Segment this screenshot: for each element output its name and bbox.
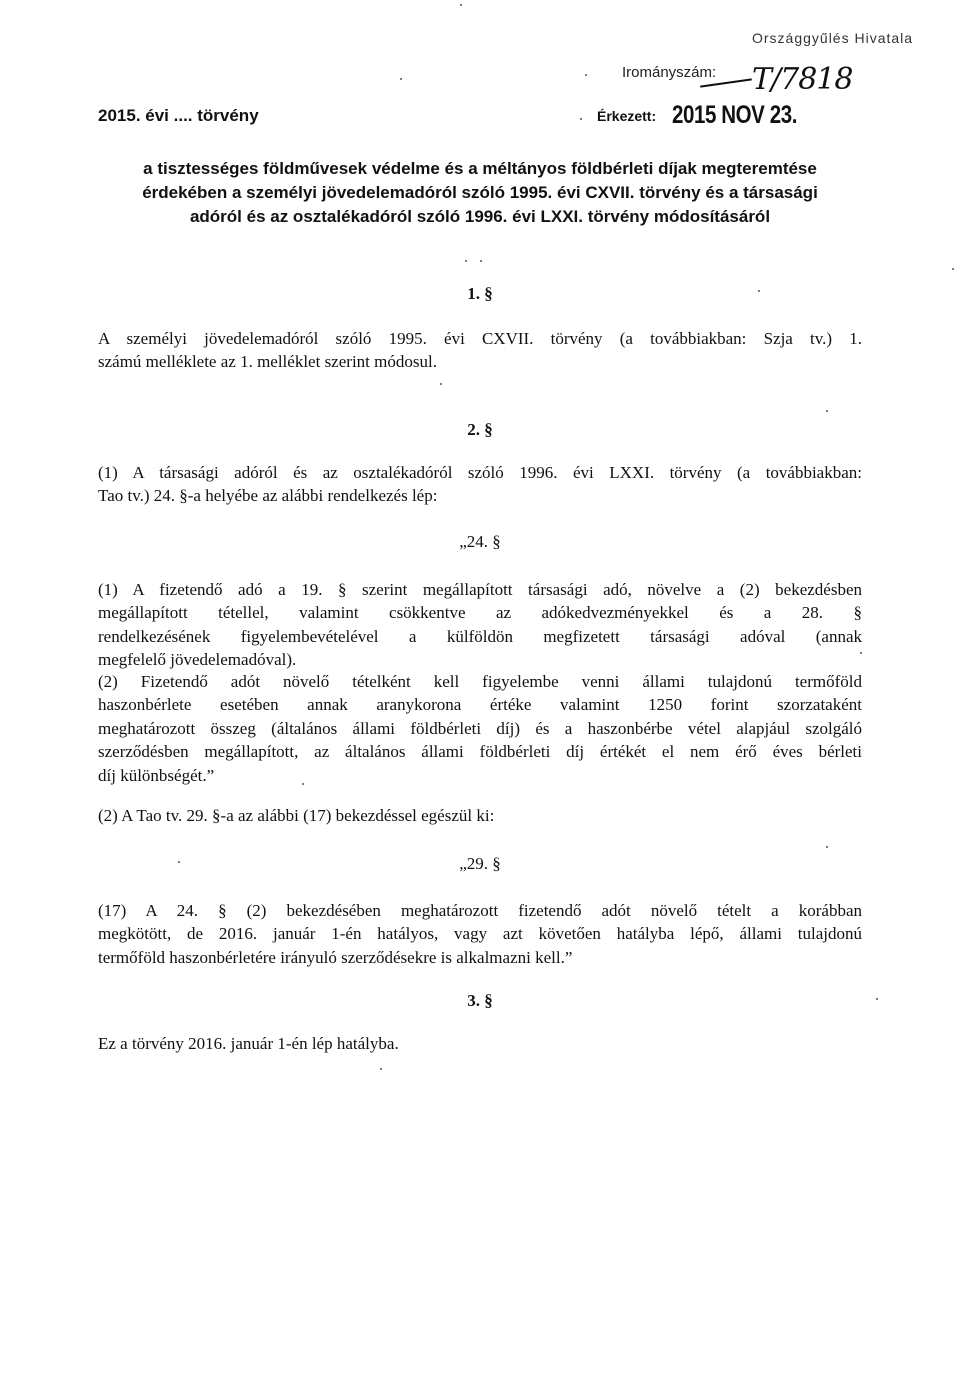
scan-speck bbox=[480, 260, 482, 262]
scan-speck bbox=[380, 1068, 382, 1070]
section-2-intro bbox=[98, 461, 862, 508]
paragraph-line: haszonbérlete esetében annak aranykorona értéke valamint 1250 forint szorzataként bbox=[98, 695, 862, 715]
section-1-heading: 1. § bbox=[467, 284, 493, 303]
paragraph-line: megállapított tétellel, valamint csökkentve az adókedvezményekkel és a 28. § bbox=[98, 603, 862, 623]
scan-speck bbox=[460, 4, 462, 6]
paragraph-line: (1) A fizetendő adó a 19. § szerint megállapított társasági adó, növelve a (2) bekezdésben bbox=[98, 580, 862, 599]
scan-speck bbox=[952, 268, 954, 270]
scan-speck bbox=[580, 118, 582, 120]
paragraph-line: megkötött, de 2016. január 1-én hatályos, vagy azt követően hatályba lépő, állami tulajdonú bbox=[98, 924, 862, 944]
title-line: adóról és az osztalékadóról szóló 1996. évi LXXI. törvény módosításáról bbox=[189, 207, 771, 226]
paragraph-line: szerződésben megállapított, az általános állami földbérleti díj értékét el nem érő éves bérleti bbox=[98, 742, 862, 762]
paragraph-line: (2) Fizetendő adót növelő tételként kell figyelembe venni állami tulajdonú termőföld bbox=[98, 672, 862, 691]
paragraph-line: termőföld haszonbérletére irányuló szerződésekre is alkalmazni kell.” bbox=[98, 947, 573, 967]
received-stamp-date: 2015 NOV 23. bbox=[672, 101, 797, 129]
section-1-text bbox=[98, 327, 862, 374]
quoted-section-24-heading: „24. § bbox=[459, 532, 501, 551]
law-title bbox=[98, 157, 862, 229]
handwritten-document-number: T/7818 bbox=[752, 62, 853, 97]
quoted-section-29-heading: „29. § bbox=[459, 854, 501, 873]
section-2-heading: 2. § bbox=[467, 420, 493, 439]
scan-speck bbox=[758, 290, 760, 292]
scan-speck bbox=[585, 74, 587, 76]
scan-speck bbox=[440, 383, 442, 385]
paragraph-24-1 bbox=[98, 578, 862, 672]
scan-speck bbox=[876, 998, 878, 1000]
paragraph-line: megfelelő jövedelemadóval). bbox=[98, 650, 297, 670]
scan-speck bbox=[826, 846, 828, 848]
section-2-intro-line: (1) A társasági adóról és az osztalékadóról szóló 1996. évi LXXI. törvény (a továbbiakban: bbox=[98, 463, 862, 482]
scan-speck bbox=[860, 652, 862, 654]
section-1-line: számú melléklete az 1. melléklet szerint módosul. bbox=[98, 352, 437, 372]
section-3-text: Ez a törvény 2016. január 1-én lép hatályba. bbox=[98, 1034, 399, 1053]
stamp-document-number-label: Irományszám: bbox=[622, 64, 717, 81]
title-line: érdekében a személyi jövedelemadóról szóló 1995. évi CXVII. törvény és a társasági bbox=[142, 183, 818, 202]
title-line: a tisztességes földművesek védelme és a méltányos földbérleti díjak megteremtése bbox=[143, 159, 817, 178]
scan-speck bbox=[302, 783, 304, 785]
section-2-intro-line: Tao tv.) 24. §-a helyébe az alábbi rendelkezés lép: bbox=[98, 486, 438, 506]
scan-speck bbox=[465, 260, 467, 262]
stamp-office-name: Országgyűlés Hivatala bbox=[752, 30, 914, 46]
paragraph-line: (17) A 24. § (2) bekezdésében meghatározott fizetendő adót növelő tételt a korábban bbox=[98, 901, 862, 920]
paragraph-line: díj különbségét.” bbox=[98, 765, 215, 785]
amendment-intro: (2) A Tao tv. 29. §-a az alábbi (17) bekezdéssel egészül ki: bbox=[98, 806, 495, 825]
scan-speck bbox=[400, 78, 402, 80]
law-year-line: 2015. évi .... törvény bbox=[98, 106, 259, 125]
received-stamp-label: Érkezett: bbox=[597, 108, 657, 124]
scan-speck bbox=[826, 410, 828, 412]
paragraph-line: meghatározott összeg (általános állami földbérleti díj) és a haszonbérbe vétel alapjául szolgáló bbox=[98, 718, 862, 738]
section-3-heading: 3. § bbox=[467, 991, 493, 1010]
paragraph-line: rendelkezésének figyelembevételével a külföldön megfizetett társasági adóval (annak bbox=[98, 626, 862, 646]
scan-speck bbox=[178, 861, 180, 863]
section-1-line: A személyi jövedelemadóról szóló 1995. évi CXVII. törvény (a továbbiakban: Szja tv.) 1. bbox=[98, 329, 862, 348]
paragraph-24-2 bbox=[98, 670, 862, 787]
paragraph-29-17 bbox=[98, 899, 862, 969]
